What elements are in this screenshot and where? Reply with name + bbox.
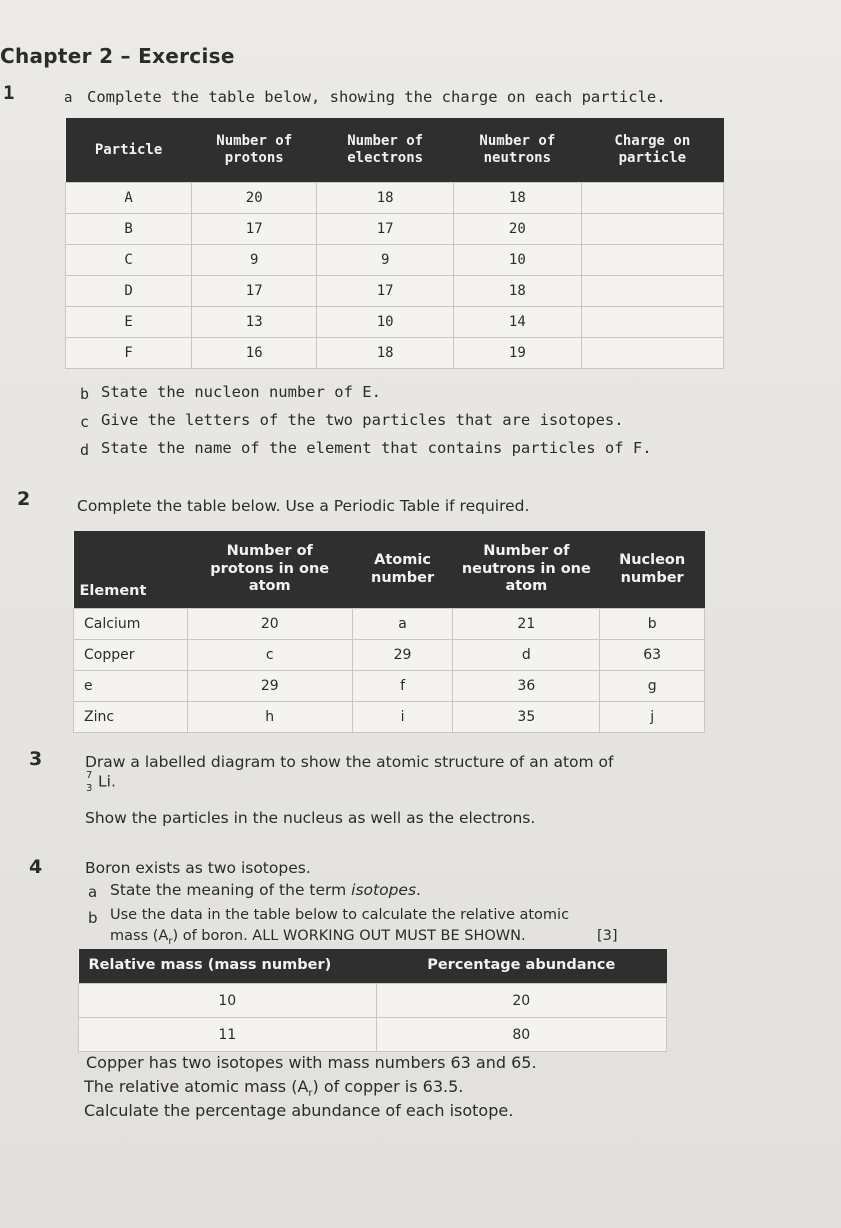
copper-text-1: Copper has two isotopes with mass numbers 63 and 65. <box>86 1053 537 1072</box>
question-4a-label: a <box>88 883 98 901</box>
copper-text-2-pre: The relative atomic mass (A <box>84 1077 309 1096</box>
question-1d-label: d <box>80 441 90 459</box>
cell: 20 <box>376 984 666 1018</box>
cell: 10 <box>79 984 377 1018</box>
cell: 17 <box>192 276 317 307</box>
header-relative-mass: Relative mass (mass number) <box>79 949 377 984</box>
boron-table <box>78 949 667 1052</box>
question-1a-label: a <box>64 90 73 106</box>
cell: d <box>453 640 600 671</box>
cell: E <box>66 307 192 338</box>
table-header-row <box>66 118 724 183</box>
cell: 21 <box>453 609 600 640</box>
cell: 17 <box>317 276 454 307</box>
table-row <box>74 671 705 702</box>
cell: h <box>187 702 352 733</box>
question-1a-text: Complete the table below, showing the charge on each particle. <box>87 88 666 106</box>
cell: 16 <box>192 338 317 369</box>
question-4b-text-2-pre: mass (A <box>110 928 169 944</box>
table-row <box>79 984 667 1018</box>
cell: A <box>66 183 192 214</box>
answer-cell[interactable] <box>581 307 723 338</box>
answer-cell[interactable] <box>581 276 723 307</box>
cell: 29 <box>187 671 352 702</box>
cell: Copper <box>74 640 188 671</box>
table-header-row <box>74 531 705 609</box>
cell: 10 <box>317 307 454 338</box>
cell: 11 <box>79 1018 377 1052</box>
cell: j <box>600 702 705 733</box>
cell: 35 <box>453 702 600 733</box>
header-particle: Particle <box>66 118 192 183</box>
cell: 14 <box>453 307 581 338</box>
cell: 18 <box>317 183 454 214</box>
cell: 13 <box>192 307 317 338</box>
question-4-number: 4 <box>29 856 43 878</box>
cell: 80 <box>376 1018 666 1052</box>
question-2-number: 2 <box>17 488 31 510</box>
question-4a-term: isotopes <box>351 881 417 899</box>
answer-cell[interactable] <box>581 214 723 245</box>
cell: 29 <box>352 640 453 671</box>
cell: 19 <box>453 338 581 369</box>
question-2-text: Complete the table below. Use a Periodic Table if required. <box>77 497 530 515</box>
question-4a-text-main: State the meaning of the term <box>110 881 347 899</box>
cell: 18 <box>453 276 581 307</box>
header-nucleon-number: Nucleon number <box>600 531 705 609</box>
copper-text-2 <box>84 1077 463 1099</box>
table-row <box>79 1018 667 1052</box>
cell: 18 <box>317 338 454 369</box>
question-3-text: Draw a labelled diagram to show the atomic structure of an atom of <box>85 753 614 771</box>
question-4b-text-2-post: ) of boron. ALL WORKING OUT MUST BE SHOWN. <box>172 928 526 944</box>
cell: 17 <box>192 214 317 245</box>
table-header-row <box>79 949 667 984</box>
question-1c-label: c <box>80 413 90 431</box>
header-electrons: Number of electrons <box>317 118 454 183</box>
question-4a-text <box>110 881 421 899</box>
question-4b-text: Use the data in the table below to calculate the relative atomic <box>110 907 570 923</box>
cell: 36 <box>453 671 600 702</box>
answer-cell[interactable] <box>581 338 723 369</box>
lithium-nuclide <box>84 772 116 792</box>
cell: c <box>187 640 352 671</box>
cell: 20 <box>187 609 352 640</box>
header-abundance: Percentage abundance <box>376 949 666 984</box>
question-4-text: Boron exists as two isotopes. <box>85 859 311 877</box>
table-row <box>66 338 724 369</box>
cell: 20 <box>192 183 317 214</box>
cell: 9 <box>317 245 454 276</box>
question-4b-subscript: r <box>168 935 173 947</box>
header-protons: Number of protons <box>192 118 317 183</box>
marks-badge: [3] <box>597 928 618 944</box>
cell: g <box>600 671 705 702</box>
table-row <box>66 276 724 307</box>
mass-number: 7 <box>86 770 93 781</box>
cell: C <box>66 245 192 276</box>
question-4b-text-2 <box>110 928 526 947</box>
cell: B <box>66 214 192 245</box>
nuclide-numbers <box>84 772 98 792</box>
question-4a-end: . <box>416 881 421 899</box>
cell: F <box>66 338 192 369</box>
cell: a <box>352 609 453 640</box>
question-1-number: 1 <box>3 82 15 104</box>
cell: i <box>352 702 453 733</box>
element-symbol: Li <box>98 772 111 791</box>
cell: e <box>74 671 188 702</box>
cell: 18 <box>453 183 581 214</box>
answer-cell[interactable] <box>581 183 723 214</box>
copper-text-2-post: ) of copper is 63.5. <box>312 1077 464 1096</box>
header-neutrons: Number of neutrons <box>453 118 581 183</box>
table-row <box>66 307 724 338</box>
cell: b <box>600 609 705 640</box>
question-1d-text: State the name of the element that contains particles of F. <box>101 439 652 457</box>
sentence-end: . <box>110 772 116 791</box>
cell: 17 <box>317 214 454 245</box>
atomic-number: 3 <box>86 783 93 794</box>
table-row <box>66 245 724 276</box>
particle-table <box>65 118 724 369</box>
cell: Zinc <box>74 702 188 733</box>
table-row <box>74 640 705 671</box>
cell: D <box>66 276 192 307</box>
element-table <box>73 531 705 733</box>
answer-cell[interactable] <box>581 245 723 276</box>
table-row <box>66 183 724 214</box>
table-row <box>74 609 705 640</box>
header-charge: Charge on particle <box>581 118 723 183</box>
header-atomic-number: Atomic number <box>352 531 453 609</box>
page-title: Chapter 2 – Exercise <box>0 44 235 68</box>
table-row <box>74 702 705 733</box>
header-neutrons: Number of neutrons in one atom <box>453 531 600 609</box>
question-1b-label: b <box>80 385 90 403</box>
header-element: Element <box>74 531 188 609</box>
question-1b-text: State the nucleon number of E. <box>101 383 381 401</box>
copper-text-3: Calculate the percentage abundance of each isotope. <box>84 1101 514 1120</box>
cell: 63 <box>600 640 705 671</box>
cell: Calcium <box>74 609 188 640</box>
question-3-text-2: Show the particles in the nucleus as well as the electrons. <box>85 809 536 827</box>
question-3-number: 3 <box>29 748 43 770</box>
copper-subscript: r <box>308 1088 313 1100</box>
header-protons: Number of protons in one atom <box>187 531 352 609</box>
question-1c-text: Give the letters of the two particles that are isotopes. <box>101 411 624 429</box>
cell: 9 <box>192 245 317 276</box>
cell: f <box>352 671 453 702</box>
cell: 20 <box>453 214 581 245</box>
table-row <box>66 214 724 245</box>
question-4b-label: b <box>88 909 98 927</box>
cell: 10 <box>453 245 581 276</box>
